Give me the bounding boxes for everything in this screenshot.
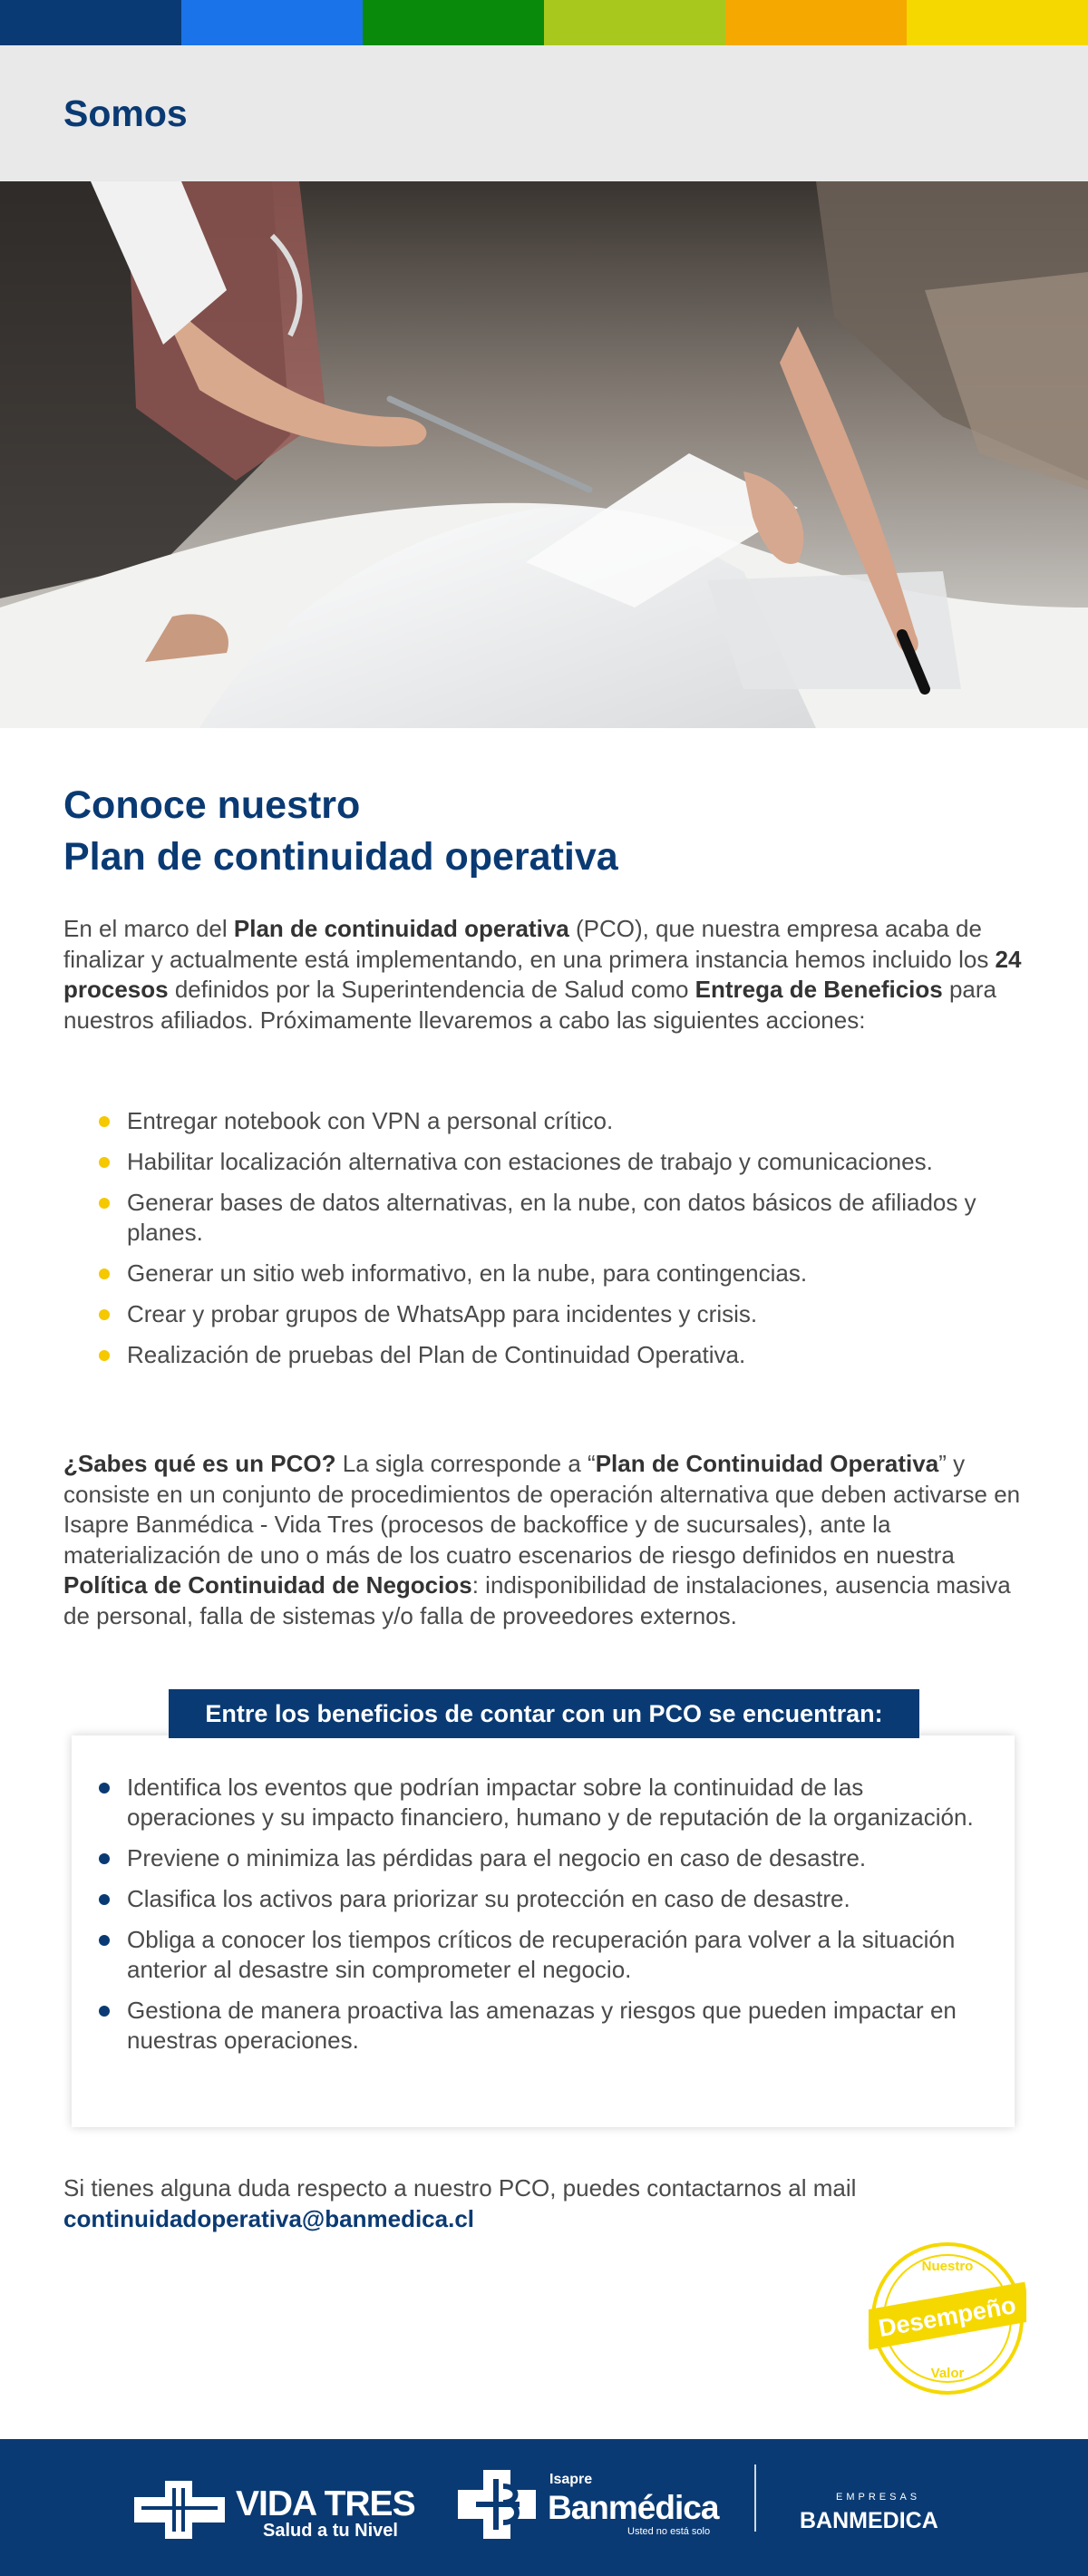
list-item: Identifica los eventos que podrían impactar sobre la continuidad de las operaciones y su impacto financiero, humano y de reputación de la organización.	[127, 1773, 988, 1832]
stripe-green	[363, 0, 544, 45]
list-item: Previene o minimiza las pérdidas para el negocio en caso de desastre.	[127, 1843, 988, 1873]
list-item: Gestiona de manera proactiva las amenazas y riesgos que pueden impactar en nuestras operaciones.	[127, 1996, 988, 2056]
seal-bottom-text: Valor	[930, 2366, 965, 2381]
list-item: Obliga a conocer los tiempos críticos de recuperación para volver a la situación anterior al desastre sin comprometer el negocio.	[127, 1925, 988, 1985]
intro-paragraph	[63, 914, 1025, 1035]
contact-text: Si tienes alguna duda respecto a nuestro PCO, puedes contactarnos al mail	[63, 2174, 857, 2202]
page-title: Somos	[63, 92, 188, 134]
pco-bold-1: ¿Sabes qué es un PCO?	[63, 1450, 336, 1477]
list-item: Generar bases de datos alternativas, en la nube, con datos básicos de afiliados y planes.	[127, 1188, 988, 1248]
banmedica-name: Banmédica	[548, 2489, 719, 2526]
seal-top-text: Nuestro	[921, 2259, 974, 2274]
banmedica-cross-logo-icon	[456, 2468, 538, 2541]
list-item: Realización de pruebas del Plan de Continuidad Operativa.	[127, 1340, 988, 1370]
hero-image	[0, 181, 1088, 728]
stripe-orange	[725, 0, 907, 45]
vida-tres-tagline: Salud a tu Nivel	[263, 2521, 398, 2541]
pco-text-2: ” y consiste en un conjunto de procedimientos de operación alternativa que deben activarse en Isapre Banmédica - Vida Tres (procesos de backoffice y de sucursales), ante la materialización de uno o más de los cuatro escenarios de riesgo definidos en nuestra	[63, 1450, 1021, 1569]
empresas-banmedica-name: BANMEDICA	[800, 2508, 938, 2533]
seal-middle-text: Desempeño	[876, 2290, 1018, 2343]
list-item: Habilitar localización alternativa con estaciones de trabajo y comunicaciones.	[127, 1147, 988, 1177]
list-item: Generar un sitio web informativo, en la nube, para contingencias.	[127, 1259, 988, 1288]
pco-bold-3: Política de Continuidad de Negocios	[63, 1571, 472, 1599]
vida-tres-logo-icon	[134, 2481, 225, 2539]
pco-text-3: : indisponibilidad de instalaciones, ausencia masiva de personal, falla de sistemas y/o falla de proveedores externos.	[63, 1571, 1011, 1629]
stripe-yellow	[907, 0, 1088, 45]
banmedica-tagline: Usted no está solo	[627, 2526, 711, 2537]
nuestro-desempeno-valor-seal-icon	[869, 2240, 1026, 2397]
list-item: Entregar notebook con VPN a personal crítico.	[127, 1106, 988, 1136]
actions-list	[127, 1106, 988, 1381]
stripe-navy	[0, 0, 181, 45]
pco-text-1: La sigla corresponde a “	[335, 1450, 596, 1477]
benefits-title: Entre los beneficios de contar con un PCO se encuentran:	[169, 1689, 919, 1738]
benefits-list	[127, 1773, 988, 2066]
empresas-label: EMPRESAS	[836, 2492, 921, 2503]
intro-bold-2: 24 procesos	[63, 945, 1022, 1003]
stripe-blue	[181, 0, 363, 45]
list-item: Crear y probar grupos de WhatsApp para incidentes y crisis.	[127, 1299, 988, 1329]
pco-bold-2: Plan de Continuidad Operativa	[595, 1450, 939, 1477]
footer-divider	[754, 2464, 756, 2532]
intro-text-1: En el marco del	[63, 915, 234, 942]
intro-bold-3: Entrega de Beneficios	[695, 976, 943, 1003]
brand-color-stripes	[0, 0, 1088, 45]
list-item: Clasifica los activos para priorizar su protección en caso de desastre.	[127, 1884, 988, 1914]
intro-text-3: definidos por la Superintendencia de Salud como	[168, 976, 695, 1003]
hands-documents-photo-icon	[0, 181, 1088, 728]
contact-email-link[interactable]: continuidadoperativa@banmedica.cl	[63, 2204, 475, 2232]
vida-tres-name: VIDA TRES	[236, 2484, 415, 2523]
intro-text-2: (PCO), que nuestra empresa acaba de finalizar y actualmente está implementando, en una primera instancia hemos incluido los	[63, 915, 996, 973]
contact-paragraph	[63, 2173, 1025, 2234]
section-title	[63, 780, 1025, 883]
pco-paragraph	[63, 1449, 1025, 1631]
banmedica-prefix: Isapre	[549, 2472, 593, 2487]
intro-text-4: para nuestros afiliados. Próximamente llevaremos a cabo las siguientes acciones:	[63, 976, 997, 1034]
section-title-line2: Plan de continuidad operativa	[63, 835, 618, 879]
intro-bold-1: Plan de continuidad operativa	[233, 915, 569, 942]
section-title-line1: Conoce nuestro	[63, 783, 361, 827]
stripe-lime	[544, 0, 725, 45]
